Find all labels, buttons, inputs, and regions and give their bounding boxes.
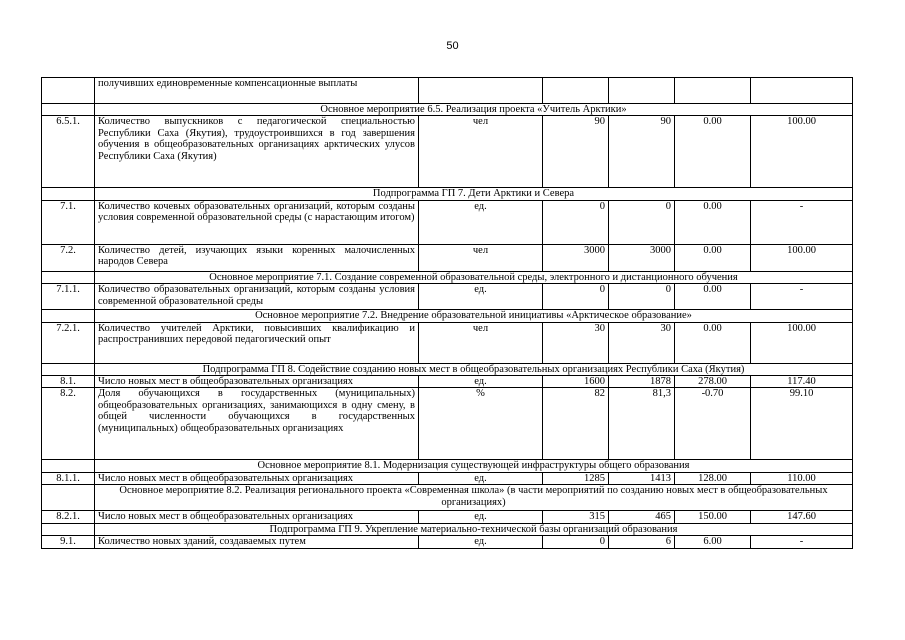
section-title-cell: Основное мероприятие 6.5. Реализация проекта «Учитель Арктики» <box>95 104 853 116</box>
row-number-cell: 9.1. <box>42 536 95 549</box>
actual-value-cell: 0 <box>609 284 675 310</box>
indicator-row <box>42 322 853 363</box>
indicator-name-cell: Количество учителей Арктики, повысивших квалификацию и распространивших передовой педагогический опыт <box>95 322 419 363</box>
row-number-cell <box>42 188 95 200</box>
deviation-cell: 0.00 <box>675 322 751 363</box>
row-number-cell <box>42 363 95 375</box>
unit-cell: ед. <box>419 376 543 388</box>
row-number-cell: 8.2. <box>42 388 95 460</box>
deviation-cell: 0.00 <box>675 200 751 244</box>
unit-cell: ед. <box>419 511 543 523</box>
section-title-cell: Основное мероприятие 8.2. Реализация регионального проекта «Современная школа» (в части мероприятий по созданию новых мест в общеобразовательных организациях) <box>95 485 853 511</box>
row-number-cell: 7.2. <box>42 244 95 271</box>
plan-value-cell: 315 <box>543 511 609 523</box>
completion-percent-cell: 99.10 <box>751 388 853 460</box>
row-number-cell: 7.2.1. <box>42 322 95 363</box>
indicator-name-cell: Число новых мест в общеобразовательных организациях <box>95 376 419 388</box>
deviation-cell: 0.00 <box>675 244 751 271</box>
completion-percent-cell <box>751 78 853 104</box>
indicator-row <box>42 284 853 310</box>
indicator-name-cell: Количество образовательных организаций, которым созданы условия современной образовательной среды <box>95 284 419 310</box>
unit-cell: ед. <box>419 284 543 310</box>
indicator-row <box>42 388 853 460</box>
completion-percent-cell: 117.40 <box>751 376 853 388</box>
completion-percent-cell: 100.00 <box>751 244 853 271</box>
actual-value-cell: 1878 <box>609 376 675 388</box>
plan-value-cell: 1600 <box>543 376 609 388</box>
actual-value-cell <box>609 78 675 104</box>
plan-value-cell: 0 <box>543 536 609 549</box>
row-number-cell <box>42 310 95 322</box>
completion-percent-cell: - <box>751 200 853 244</box>
deviation-cell <box>675 78 751 104</box>
deviation-cell: 0.00 <box>675 116 751 188</box>
row-number-cell <box>42 485 95 511</box>
row-number-cell: 6.5.1. <box>42 116 95 188</box>
plan-value-cell: 82 <box>543 388 609 460</box>
completion-percent-cell: - <box>751 536 853 549</box>
section-title-cell: Подпрограмма ГП 9. Укрепление материально-технической базы организаций образования <box>95 523 853 535</box>
plan-value-cell: 30 <box>543 322 609 363</box>
unit-cell: % <box>419 388 543 460</box>
unit-cell: чел <box>419 244 543 271</box>
plan-value-cell: 3000 <box>543 244 609 271</box>
actual-value-cell: 0 <box>609 200 675 244</box>
indicator-name-cell: Количество новых зданий, создаваемых путем <box>95 536 419 549</box>
actual-value-cell: 30 <box>609 322 675 363</box>
plan-value-cell: 90 <box>543 116 609 188</box>
actual-value-cell: 3000 <box>609 244 675 271</box>
row-number-cell: 7.1.1. <box>42 284 95 310</box>
deviation-cell: 278.00 <box>675 376 751 388</box>
section-header-row <box>42 188 853 200</box>
row-number-cell <box>42 523 95 535</box>
plan-value-cell: 0 <box>543 200 609 244</box>
section-title-cell: Подпрограмма ГП 8. Содействие созданию новых мест в общеобразовательных организациях Республики Саха (Якутия) <box>95 363 853 375</box>
completion-percent-cell: - <box>751 284 853 310</box>
section-header-row <box>42 363 853 375</box>
indicator-name-cell: Число новых мест в общеобразовательных организациях <box>95 511 419 523</box>
row-number-cell: 8.1. <box>42 376 95 388</box>
plan-value-cell: 1285 <box>543 472 609 484</box>
deviation-cell: 6.00 <box>675 536 751 549</box>
actual-value-cell: 81,3 <box>609 388 675 460</box>
section-header-row <box>42 523 853 535</box>
actual-value-cell: 1413 <box>609 472 675 484</box>
indicator-name-cell: Доля обучающихся в государственных (муниципальных) общеобразовательных организациях, занимающихся в одну смену, в общей численности обучающихся в государственных (муниципальных) общеобразовательных организациях <box>95 388 419 460</box>
indicator-name-cell: Число новых мест в общеобразовательных организациях <box>95 472 419 484</box>
section-title-cell: Подпрограмма ГП 7. Дети Арктики и Севера <box>95 188 853 200</box>
unit-cell: чел <box>419 116 543 188</box>
unit-cell: ед. <box>419 536 543 549</box>
deviation-cell: 0.00 <box>675 284 751 310</box>
indicator-name-cell: Количество выпускников с педагогической специальностью Республики Саха (Якутия), трудоустроившихся в год завершения обучения в общеобразовательных организациях арктических улусов Республики Саха (Якутия) <box>95 116 419 188</box>
indicators-table <box>41 77 853 549</box>
section-header-row <box>42 460 853 472</box>
unit-cell <box>419 78 543 104</box>
section-title-cell: Основное мероприятие 7.2. Внедрение образовательной инициативы «Арктическое образование» <box>95 310 853 322</box>
indicator-row <box>42 536 853 549</box>
row-number-cell: 7.1. <box>42 200 95 244</box>
actual-value-cell: 90 <box>609 116 675 188</box>
row-number-cell <box>42 104 95 116</box>
section-header-row <box>42 485 853 511</box>
plan-value-cell <box>543 78 609 104</box>
completion-percent-cell: 100.00 <box>751 116 853 188</box>
indicator-row <box>42 511 853 523</box>
page-number: 50 <box>446 40 459 52</box>
row-number-cell <box>42 271 95 283</box>
actual-value-cell: 465 <box>609 511 675 523</box>
unit-cell: ед. <box>419 472 543 484</box>
completion-percent-cell: 100.00 <box>751 322 853 363</box>
section-header-row <box>42 271 853 283</box>
indicator-name-cell: получивших единовременные компенсационные выплаты <box>95 78 419 104</box>
unit-cell: чел <box>419 322 543 363</box>
row-number-cell <box>42 460 95 472</box>
plan-value-cell: 0 <box>543 284 609 310</box>
indicator-row <box>42 244 853 271</box>
section-header-row <box>42 310 853 322</box>
indicator-row <box>42 376 853 388</box>
unit-cell: ед. <box>419 200 543 244</box>
indicator-row <box>42 472 853 484</box>
deviation-cell: -0.70 <box>675 388 751 460</box>
indicators-table-body <box>42 78 853 549</box>
deviation-cell: 150.00 <box>675 511 751 523</box>
section-title-cell: Основное мероприятие 7.1. Создание современной образовательной среды, электронного и дистанционного обучения <box>95 271 853 283</box>
completion-percent-cell: 110.00 <box>751 472 853 484</box>
indicator-row <box>42 200 853 244</box>
indicator-name-cell: Количество детей, изучающих языки коренных малочисленных народов Севера <box>95 244 419 271</box>
indicator-row <box>42 78 853 104</box>
row-number-cell <box>42 78 95 104</box>
row-number-cell: 8.2.1. <box>42 511 95 523</box>
deviation-cell: 128.00 <box>675 472 751 484</box>
indicator-row <box>42 116 853 188</box>
completion-percent-cell: 147.60 <box>751 511 853 523</box>
indicator-name-cell: Количество кочевых образовательных организаций, которым созданы условия современной образовательной среды (с нарастающим итогом) <box>95 200 419 244</box>
actual-value-cell: 6 <box>609 536 675 549</box>
row-number-cell: 8.1.1. <box>42 472 95 484</box>
section-title-cell: Основное мероприятие 8.1. Модернизация существующей инфраструктуры общего образования <box>95 460 853 472</box>
section-header-row <box>42 104 853 116</box>
